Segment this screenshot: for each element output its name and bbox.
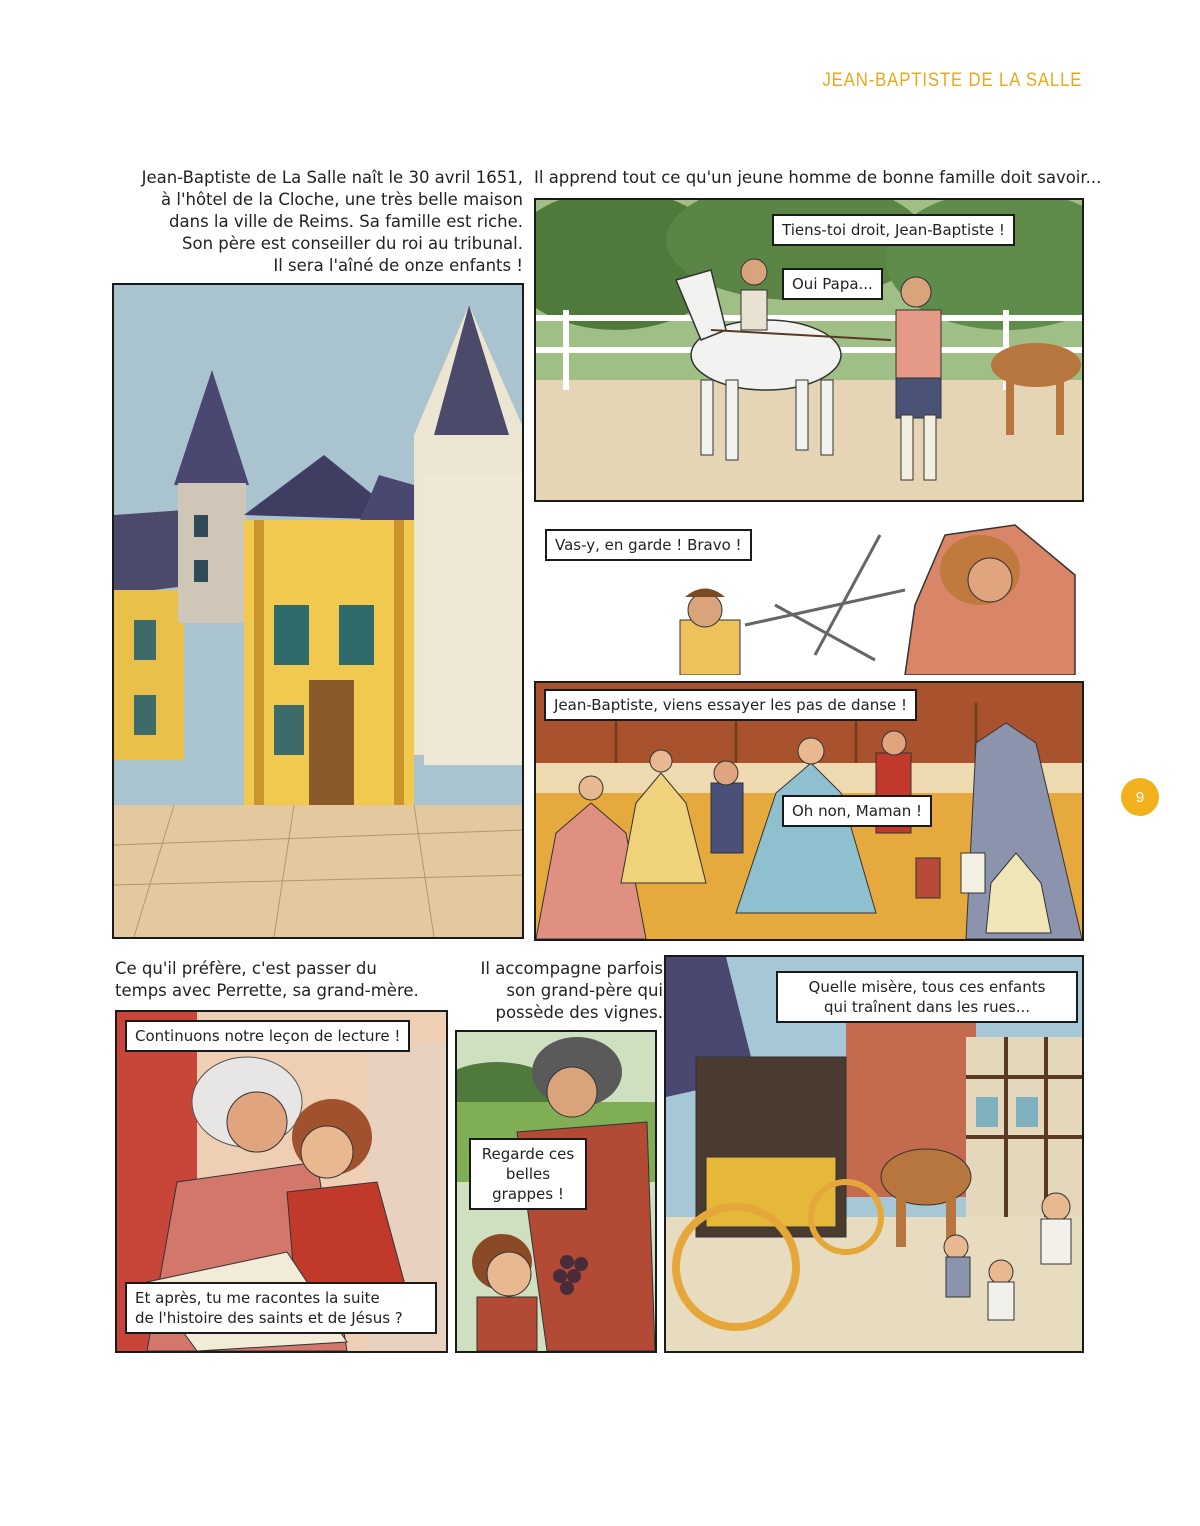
panel-fencing: [545, 515, 1085, 675]
balloon-riding-father: Tiens-toi droit, Jean-Baptiste !: [772, 214, 1015, 246]
hotel-illustration: [114, 285, 522, 937]
balloon-reading-bottom: [125, 1282, 437, 1334]
caption-grandfather: [463, 958, 663, 1024]
caption-line: à l'hôtel de la Cloche, une très belle maison: [161, 190, 523, 209]
balloon-dance-invite: Jean-Baptiste, viens essayer les pas de danse !: [544, 689, 917, 721]
caption-line: son grand-père qui: [506, 981, 663, 1000]
balloon-line: de l'histoire des saints et de Jésus ?: [135, 1309, 403, 1327]
balloon-line: belles grappes !: [492, 1165, 564, 1203]
caption-line: Jean-Baptiste de La Salle naît le 30 avril 1651,: [141, 168, 523, 187]
panel-street-scene: [664, 955, 1084, 1353]
panel-riding-lesson: [534, 198, 1084, 502]
balloon-line: Et après, tu me racontes la suite: [135, 1289, 380, 1307]
caption-education: Il apprend tout ce qu'un jeune homme de bonne famille doit savoir...: [534, 168, 1102, 187]
balloon-line: Quelle misère, tous ces enfants: [808, 978, 1046, 996]
caption-line: Son père est conseiller du roi au tribunal.: [182, 234, 523, 253]
panel-vineyard: [455, 1030, 657, 1353]
page-number-badge: 9: [1121, 778, 1159, 816]
caption-line: Il accompagne parfois: [480, 959, 663, 978]
caption-line: Ce qu'il préfère, c'est passer du: [115, 959, 377, 978]
caption-line: Il sera l'aîné de onze enfants !: [273, 256, 523, 275]
balloon-fencing: Vas-y, en garde ! Bravo !: [545, 529, 752, 561]
panel-hotel-de-la-cloche: [112, 283, 524, 939]
caption-birth: [123, 167, 523, 277]
balloon-line: qui traînent dans les rues...: [823, 998, 1031, 1016]
balloon-line: Regarde ces: [481, 1145, 575, 1163]
panel-reading-lesson: [115, 1010, 448, 1353]
page-header-title: JEAN-BAPTISTE DE LA SALLE: [822, 70, 1082, 91]
caption-line: possède des vignes.: [495, 1003, 663, 1022]
caption-line: temps avec Perrette, sa grand-mère.: [115, 981, 419, 1000]
caption-grandmother: [115, 958, 455, 1002]
balloon-grapes: [469, 1138, 587, 1210]
balloon-reading-top: Continuons notre leçon de lecture !: [125, 1020, 410, 1052]
balloon-riding-child: Oui Papa...: [782, 268, 883, 300]
balloon-dance-reply: Oh non, Maman !: [782, 795, 932, 827]
caption-line: dans la ville de Reims. Sa famille est riche.: [169, 212, 523, 231]
balloon-street: [776, 971, 1078, 1023]
panel-dance-lesson: [534, 681, 1084, 941]
